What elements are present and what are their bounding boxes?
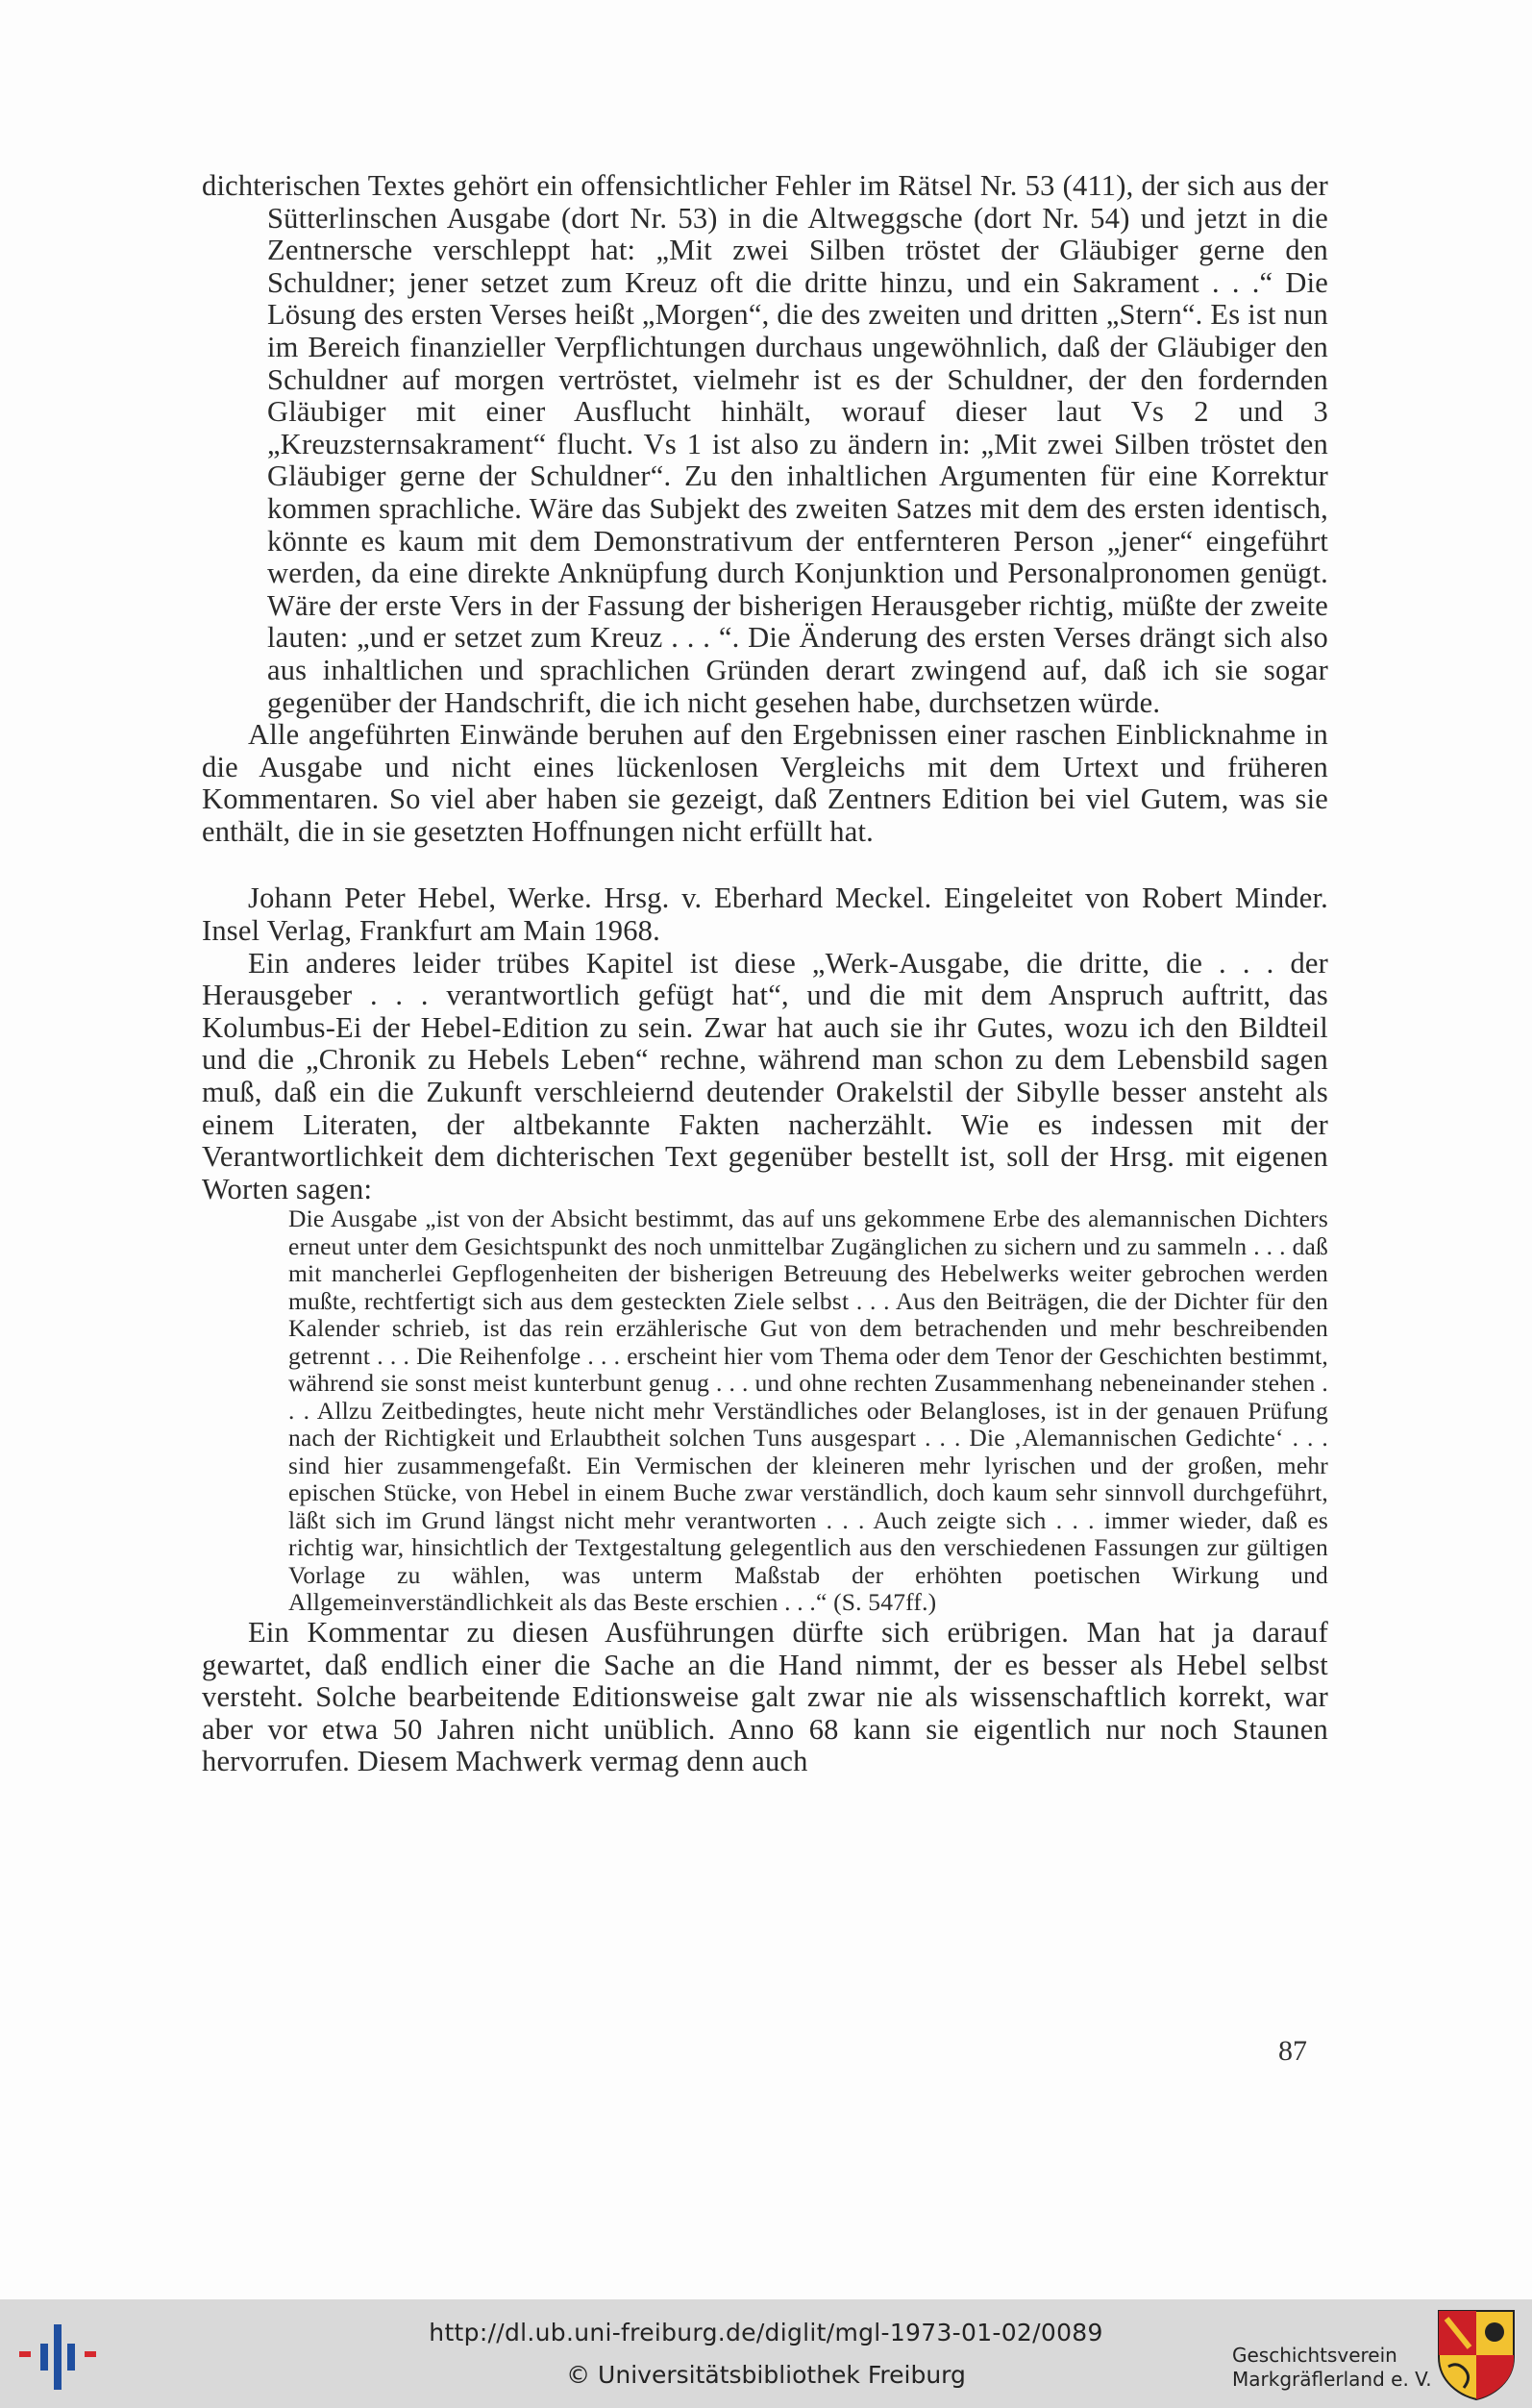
- paragraph-summary-zentner: Alle angeführten Einwände beruhen auf den Ergebnissen einer raschen Einblicknahme in die Ausgabe und nicht eines lückenlosen Vergleichs mit dem Urtext und früheren Kommentaren. So viel aber haben sie gezeigt, daß Zentners Edition bei viel Gutem, was sie enthält, die in sie gesetzten Hoffnungen nicht erfüllt hat.: [202, 718, 1328, 848]
- copyright-notice: © Universitätsbibliothek Freiburg: [566, 2361, 966, 2389]
- page-number: 87: [1278, 2035, 1307, 2067]
- organization-line-1: Geschichtsverein: [1232, 2344, 1397, 2367]
- text-column: [202, 170, 1328, 1778]
- paragraph-werk-ausgabe: Ein anderes leider trübes Kapitel ist diese „Werk-Ausgabe, die dritte, die . . . der Herausgeber . . . verantwortlich gefügt hat“, und die mit dem Anspruch auftritt, das Kolumbus-Ei der Hebel-Edition zu sein. Zwar hat auch sie ihr Gutes, wozu ich den Bildteil und die „Chronik zu Hebels Leben“ rechne, während man schon zu dem Lebensbild sagen muß, daß ein die Zukunft verschleiernd deutender Orakelstil der Sibylle besser ansteht als einem Literaten, der altbekannte Fakten nacherzählt. Wie es indessen mit der Verantwortlichkeit dem dichterischen Text gegenüber bestellt ist, soll der Hrsg. mit eigenen Worten sagen:: [202, 946, 1328, 1205]
- paragraph-closing-comment: Ein Kommentar zu diesen Ausführungen dürfte sich erübrigen. Man hat ja darauf gewartet, daß endlich einer die Sache an die Hand nimmt, der es besser als Hebel selbst versteht. Solche bearbeitende Editionsweise galt zwar nie als wissenschaftlich korrekt, war aber vor etwa 50 Jahren nicht unüblich. Anno 68 kann sie eigentlich nur noch Staunen hervorrufen. Diesem Machwerk vermag denn auch: [202, 1615, 1328, 1778]
- coat-of-arms-icon: [1437, 2309, 1516, 2401]
- paragraph-rätsel-correction: dichterischen Textes gehört ein offensichtlicher Fehler im Rätsel Nr. 53 (411), der sich aus der Sütterlinschen Ausgabe (dort Nr. 53) in die Altweggsche (dort Nr. 54) und jetzt in die Zentnersche verschleppt hat: „Mit zwei Silben tröstet der Gläubiger gerne den Schuldner; jener setzet zum Kreuz oft die dritte hinzu, und ein Sakrament . . .“ Die Lösung des ersten Verses heißt „Morgen“, die des zweiten und dritten „Stern“. Es ist nun im Bereich finanzieller Verpflichtungen durchaus ungewöhnlich, daß der Gläubiger den Schuldner auf morgen vertröstet, vielmehr ist es der Schuldner, der den fordernden Gläubiger mit einer Ausflucht hinhält, worauf dieser laut Vs 2 und 3 „Kreuzsternsakrament“ flucht. Vs 1 ist also zu ändern in: „Mit zwei Silben tröstet den Gläubiger gerne der Schuldner“. Zu den inhaltlichen Argumenten für eine Korrektur kommen sprachliche. Wäre das Subjekt des zweiten Satzes mit dem des ersten identisch, könnte es kaum mit dem Demonstrativum der entfernteren Person „jener“ eingeführt werden, da eine direkte Anknüpfung durch Konjunktion und Personalpronomen genügt. Wäre der erste Vers in der Fassung der bisherigen Herausgeber richtig, müßte der zweite lauten: „und er setzet zum Kreuz . . . “. Die Änderung des ersten Verses drängt sich also aus inhaltlichen und sprachlichen Gründen derart zwingend auf, daß ich sie sogar gegenüber der Handschrift, die ich nicht gesehen habe, durchsetzen würde.: [202, 169, 1328, 719]
- paragraph-bibliographic-reference: Johann Peter Hebel, Werke. Hrsg. v. Eberhard Meckel. Eingeleitet von Robert Minder. Insel Verlag, Frankfurt am Main 1968.: [202, 881, 1328, 948]
- footer-bar: [0, 2299, 1532, 2408]
- permalink-url[interactable]: http://dl.ub.uni-freiburg.de/diglit/mgl-1973-01-02/0089: [429, 2319, 1103, 2346]
- organization-line-2: Markgräflerland e. V.: [1232, 2368, 1432, 2391]
- block-quote: Die Ausgabe „ist von der Absicht bestimmt, das auf uns gekommene Erbe des alemannischen Dichters erneut unter dem Gesichtspunkt des noch unmittelbar Zugänglichen zu sichern und zu sammeln . . . daß mit mancherlei Gepflogenheiten der bisherigen Betreuung des Hebelwerks weiter gebrochen werden mußte, rechtfertigt sich aus dem gesteckten Ziele selbst . . . Aus den Beiträgen, die der Dichter für den Kalender schrieb, ist das rein erzählerische Gut von dem betrachenden und mehr beschreibenden getrennt . . . Die Reihenfolge . . . erscheint hier vom Thema oder dem Tenor der Geschichten bestimmt, während sie sonst meist kunterbunt genug . . . und ohne rechten Zusammenhang nebeneinander stehen . . . Allzu Zeitbedingtes, heute nicht mehr Verständliches oder Belangloses, ist in der genauen Prüfung nach der Richtigkeit und Erlaubtheit solchen Tuns ausgespart . . . Die ‚Alemannischen Gedichte‘ . . . sind hier zusammengefaßt. Ein Vermischen der kleineren mehr lyrischen und der großen, mehr epischen Stücke, von Hebel in einem Buche zwar verständlich, doch kaum sehr sinnvoll durchgeführt, läßt sich im Grund längst nicht mehr verantworten . . . Auch zeigte sich . . . immer wieder, daß es richtig war, hinsichtlich der Textgestaltung gelegentlich aus den verschiedenen Fassungen zur gültigen Vorlage zu wählen, was unterm Maßstab der erhöhten poetischen Wirkung und Allgemeinverständlichkeit als das Beste erschien . . .“ (S. 547ff.): [288, 1204, 1328, 1617]
- organization-name: [1232, 2344, 1432, 2392]
